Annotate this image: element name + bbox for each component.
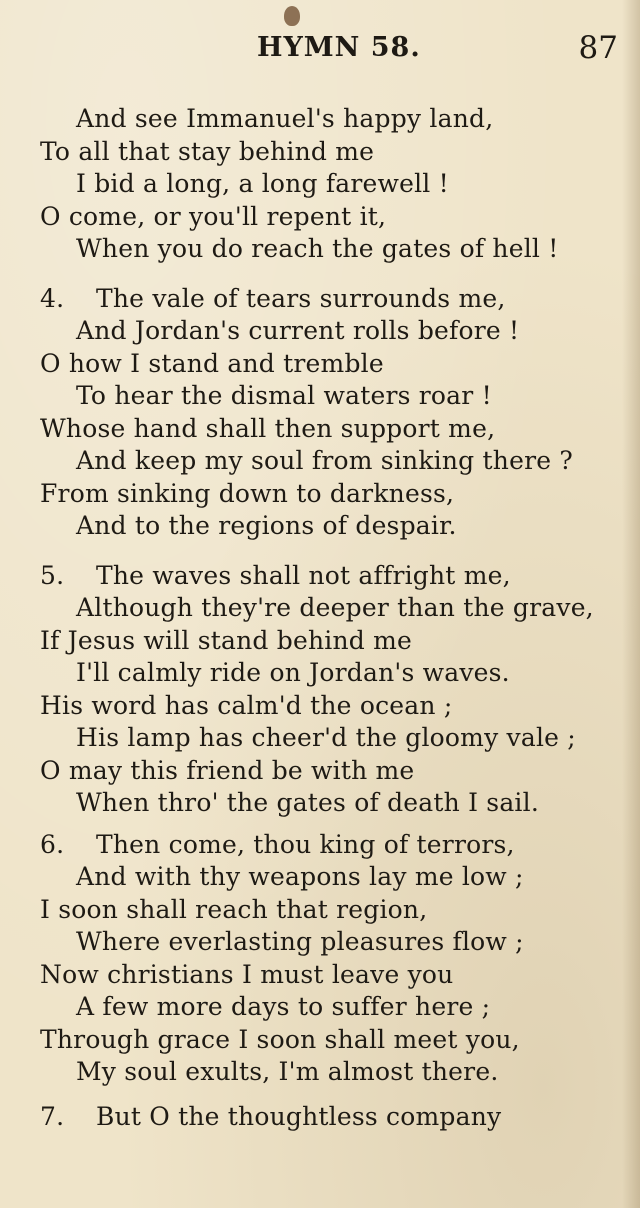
verse-line: Through grace I soon shall meet you, bbox=[40, 1024, 520, 1054]
verse-line: To all that stay behind me bbox=[40, 136, 375, 166]
verse-line: His lamp has cheer'd the gloomy vale ; bbox=[76, 723, 576, 752]
page-number: 87 bbox=[578, 30, 618, 66]
verse-line: And keep my soul from sinking there ? bbox=[76, 446, 573, 475]
stanza-number: 5. bbox=[40, 560, 65, 590]
stanza-number: 7. bbox=[40, 1101, 65, 1131]
verse-line: I'll calmly ride on Jordan's waves. bbox=[76, 658, 510, 687]
verse-line: My soul exults, I'm almost there. bbox=[76, 1057, 499, 1086]
verse-line: From sinking down to darkness, bbox=[40, 478, 455, 508]
stanza-gap bbox=[40, 820, 630, 829]
stanza-number: 6. bbox=[40, 829, 65, 859]
verse-line: His word has calm'd the ocean ; bbox=[40, 690, 453, 720]
hymn-text bbox=[40, 103, 630, 1133]
stanza-4 bbox=[40, 283, 630, 543]
stanza-7 bbox=[40, 1101, 630, 1134]
verse-line: If Jesus will stand behind me bbox=[40, 625, 413, 655]
verse-line-text: But O the thoughtless company bbox=[96, 1101, 502, 1131]
verse-line: A few more days to suffer here ; bbox=[76, 992, 491, 1021]
ink-blot-ornament bbox=[284, 6, 300, 26]
verse-line: I bid a long, a long farewell ! bbox=[76, 169, 449, 198]
stanza-gap bbox=[40, 543, 630, 560]
verse-line: Although they're deeper than the grave, bbox=[76, 593, 594, 622]
verse-line-text: The waves shall not affright me, bbox=[96, 560, 511, 590]
verse-line: When you do reach the gates of hell ! bbox=[76, 234, 559, 263]
verse-line bbox=[40, 829, 630, 862]
verse-line bbox=[40, 283, 630, 316]
verse-line: I soon shall reach that region, bbox=[40, 894, 428, 924]
verse-line: Where everlasting pleasures flow ; bbox=[76, 927, 524, 956]
verse-line: And see Immanuel's happy land, bbox=[76, 104, 494, 133]
verse-line-text: Then come, thou king of terrors, bbox=[96, 829, 515, 859]
verse-line-text: The vale of tears surrounds me, bbox=[96, 283, 506, 313]
running-head bbox=[0, 30, 640, 72]
verse-line: O how I stand and tremble bbox=[40, 348, 384, 378]
stanza-number: 4. bbox=[40, 283, 65, 313]
stanza-6 bbox=[40, 829, 630, 1089]
verse-line: O may this friend be with me bbox=[40, 755, 415, 785]
verse-line: When thro' the gates of death I sail. bbox=[76, 788, 539, 817]
verse-line: To hear the dismal waters roar ! bbox=[76, 381, 492, 410]
verse-line bbox=[40, 560, 630, 593]
stanza-5 bbox=[40, 560, 630, 820]
verse-line: Now christians I must leave you bbox=[40, 959, 454, 989]
verse-line: And to the regions of despair. bbox=[76, 511, 457, 540]
verse-line: And Jordan's current rolls before ! bbox=[76, 316, 520, 345]
verse-line: O come, or you'll repent it, bbox=[40, 201, 387, 231]
verse-line: And with thy weapons lay me low ; bbox=[76, 862, 524, 891]
hymn-title: HYMN 58. bbox=[257, 32, 421, 63]
verse-line bbox=[40, 1101, 630, 1134]
stanza-continuation bbox=[40, 103, 630, 266]
verse-line: Whose hand shall then support me, bbox=[40, 413, 496, 443]
stanza-gap bbox=[40, 266, 630, 283]
